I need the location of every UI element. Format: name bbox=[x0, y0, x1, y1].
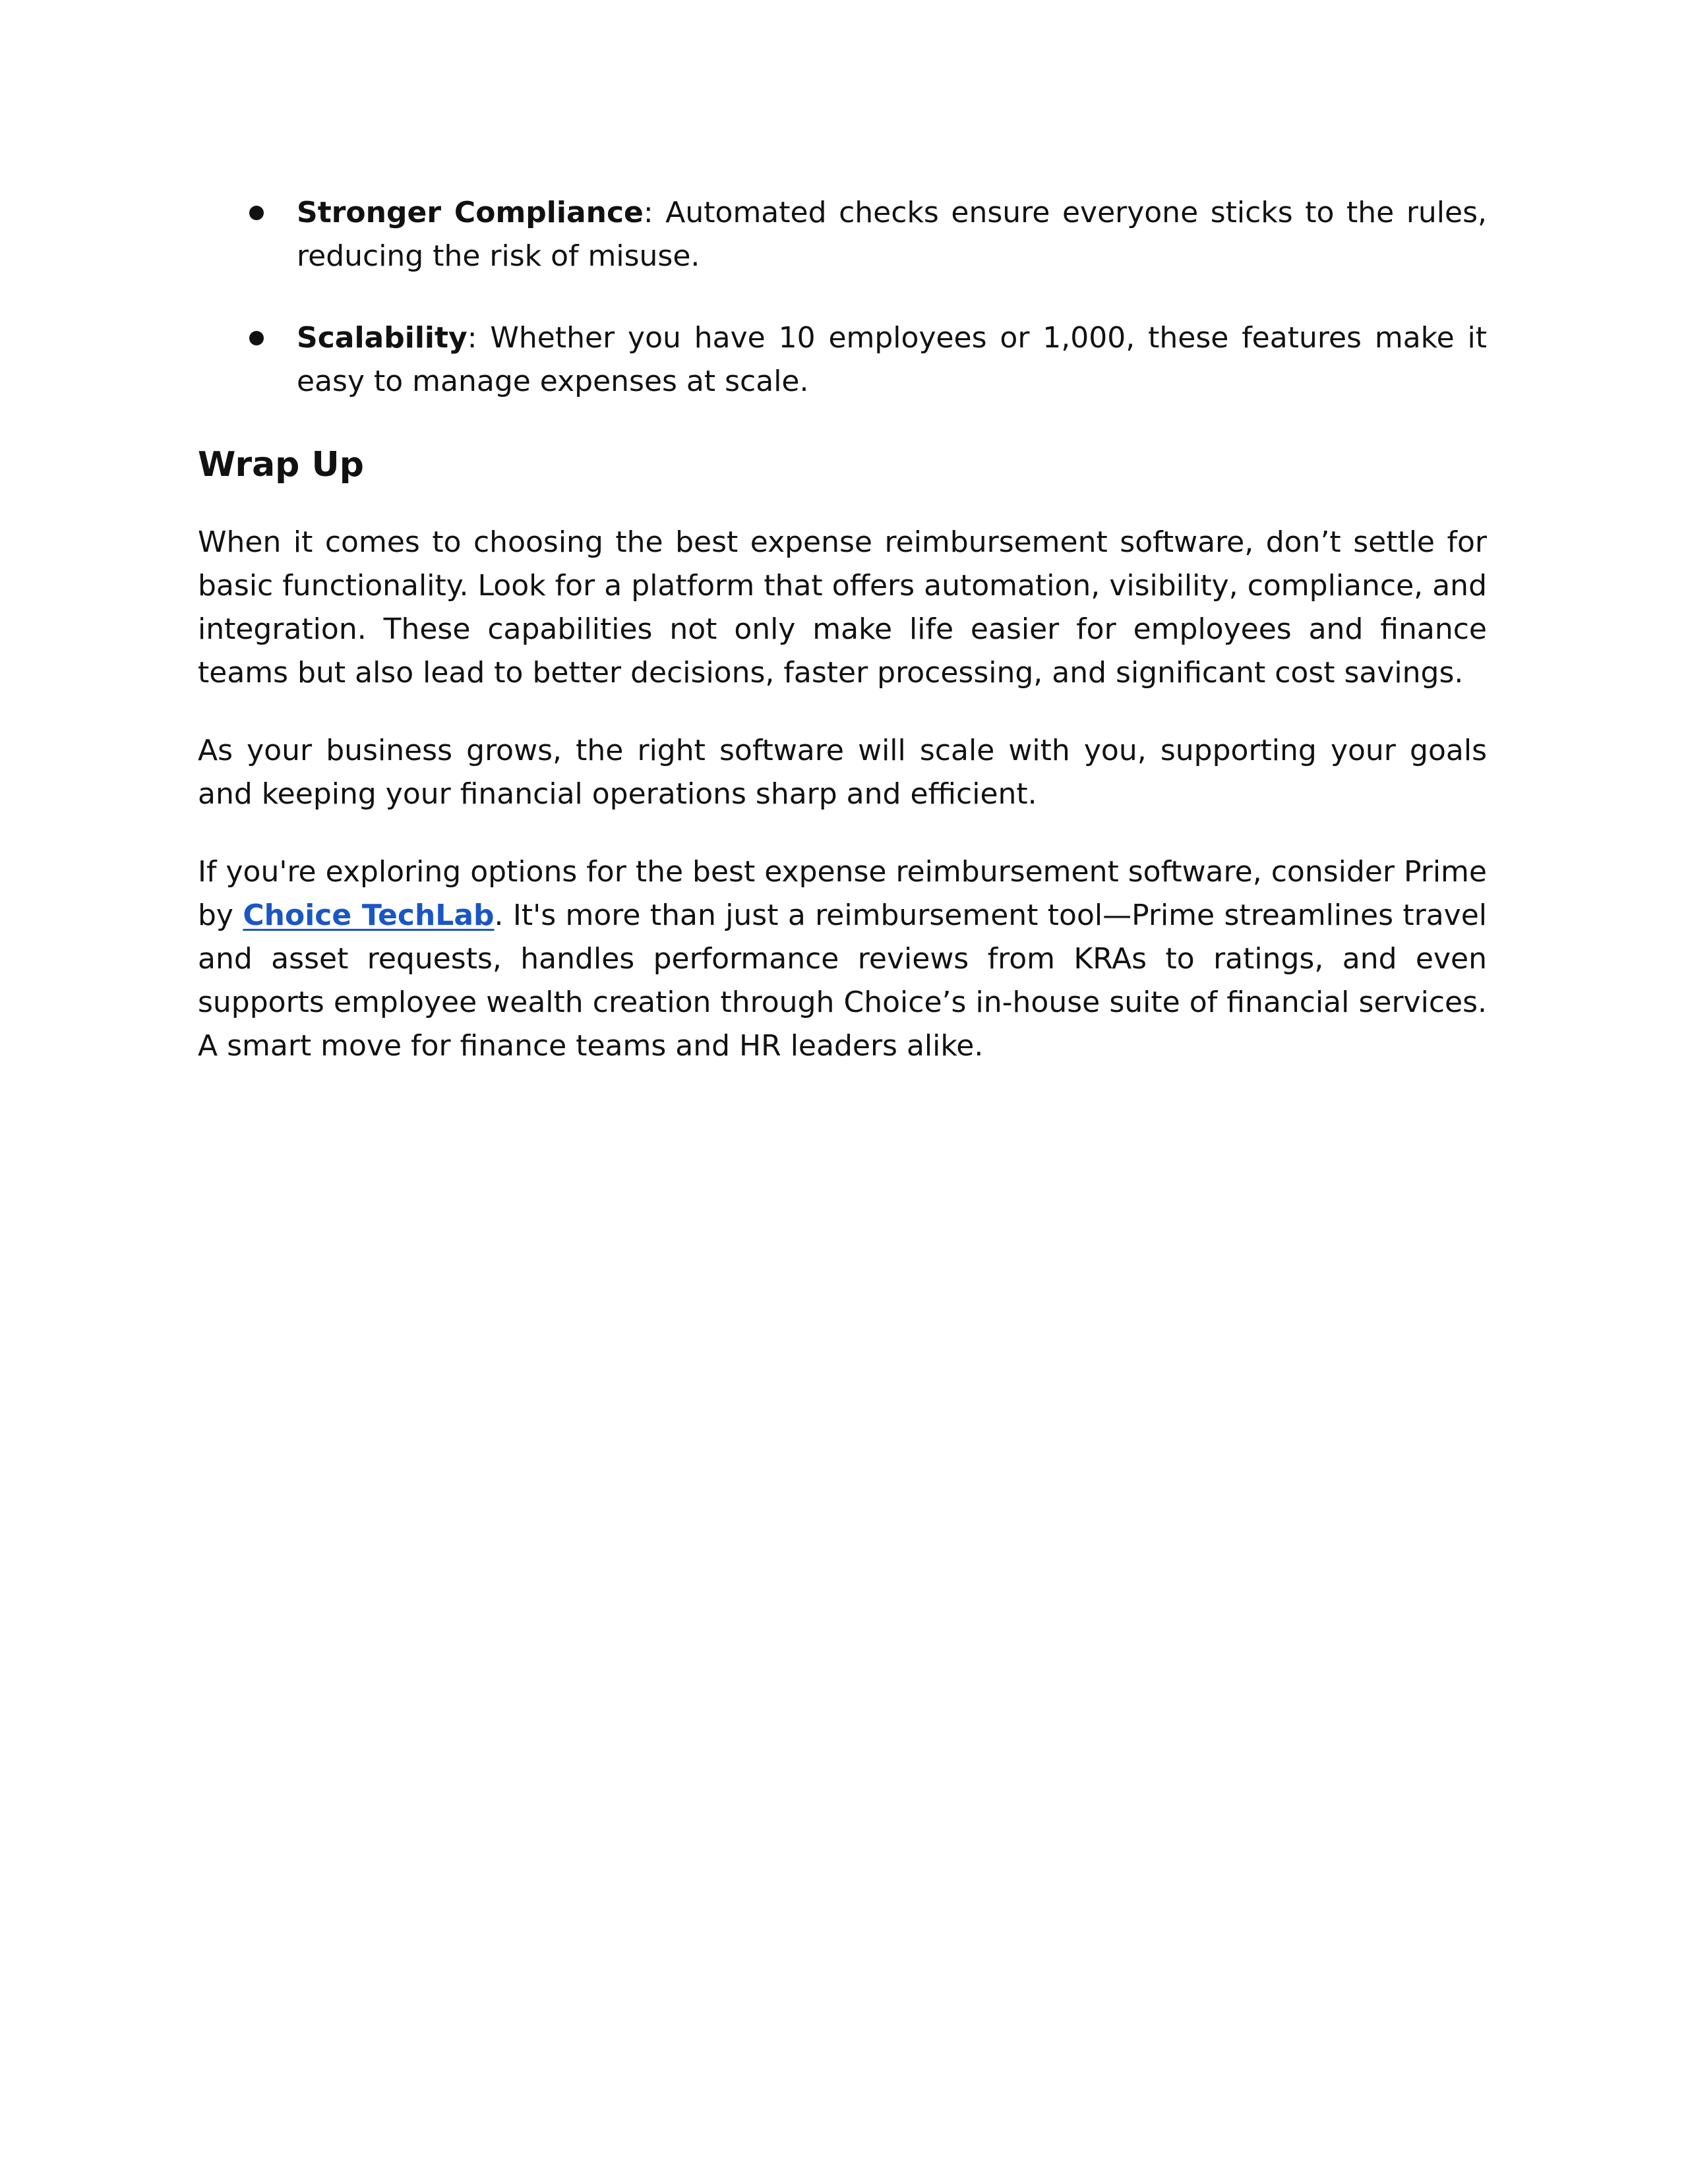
document-page bbox=[198, 191, 1487, 1102]
bullet-text: : Whether you have 10 employees or 1,000, these features make it easy to manage expenses at scale. bbox=[297, 321, 1487, 398]
paragraph-text-before-link: If you're exploring options for the best expense reimbursement software, consider Prime by bbox=[198, 855, 1487, 932]
choice-techlab-link[interactable]: Choice TechLab bbox=[243, 899, 495, 932]
bullet-dot-icon bbox=[249, 206, 264, 220]
bullet-text: : Automated checks ensure everyone sticks to the rules, reducing the risk of misuse. bbox=[297, 196, 1487, 273]
feature-bullet-list bbox=[198, 191, 1487, 403]
wrap-up-paragraph-2: As your business grows, the right software will scale with you, supporting your goals and keeping your financial operations sharp and efficient. bbox=[198, 734, 1487, 811]
wrap-up-paragraph-3 bbox=[198, 850, 1487, 1068]
bullet-item-scalability bbox=[198, 316, 1487, 403]
bullet-term: Scalability bbox=[297, 321, 467, 355]
wrap-up-paragraph-1: When it comes to choosing the best expense reimbursement software, don’t settle for basic functionality. Look for a platform that offers automation, visibility, compliance, and integration. These capabilities not only make life easier for employees and finance teams but also lead to better decisions, faster processing, and significant cost savings. bbox=[198, 525, 1487, 690]
bullet-term: Stronger Compliance bbox=[297, 196, 644, 229]
wrap-up-heading: Wrap Up bbox=[198, 445, 364, 485]
bullet-dot-icon bbox=[249, 331, 264, 345]
bullet-item-stronger-compliance bbox=[198, 191, 1487, 278]
paragraph-text-after-link: . It's more than just a reimbursement tool—Prime streamlines travel and asset requests, handles performance reviews from KRAs to ratings, and even supports employee wealth creation through Choice’s in-house suite of financial services. A smart move for finance teams and HR leaders alike. bbox=[198, 899, 1488, 1063]
